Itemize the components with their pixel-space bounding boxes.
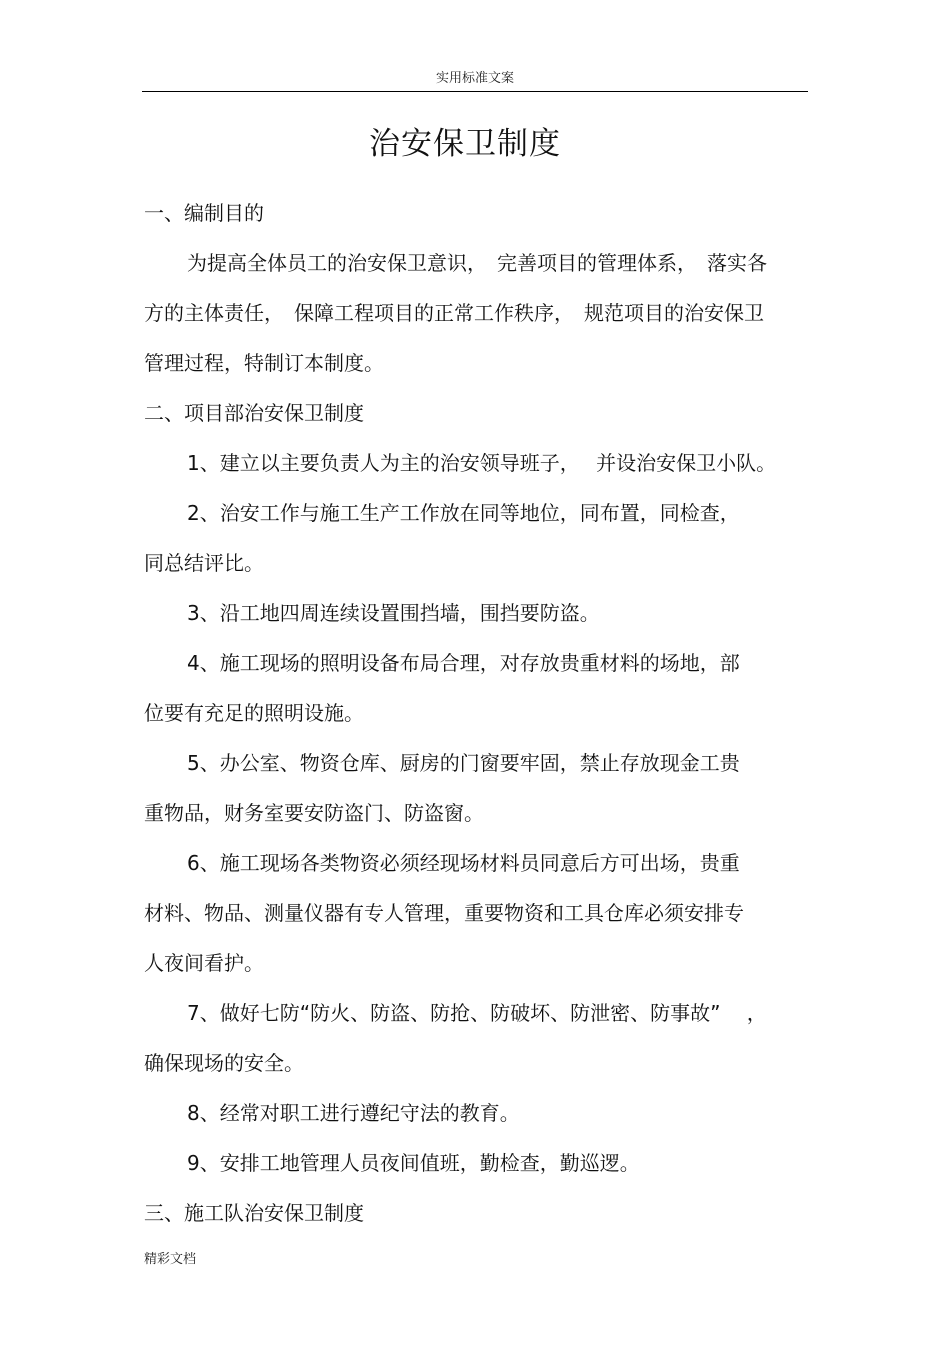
paragraph-line: 为提高全体员工的治安保卫意识， 完善项目的管理体系， 落实各 — [187, 251, 767, 275]
list-item-6-continued: 人夜间看护。 — [144, 951, 264, 975]
list-item-2-continued: 同总结评比。 — [144, 551, 264, 575]
list-item-7: 7、做好七防“防火、防盗、防抢、防破坏、防泄密、防事故” ， — [187, 1001, 767, 1025]
paragraph-line: 管理过程，特制订本制度。 — [144, 351, 384, 375]
list-item-4-continued: 位要有充足的照明设施。 — [144, 701, 364, 725]
section-heading-1: 一、编制目的 — [144, 201, 264, 225]
section-heading-2: 二、项目部治安保卫制度 — [144, 401, 364, 425]
header-divider — [142, 91, 808, 92]
paragraph-line: 方的主体责任， 保障工程项目的正常工作秩序， 规范项目的治安保卫 — [144, 301, 764, 325]
page-footer: 精彩文档 — [144, 1252, 197, 1267]
list-item-5-continued: 重物品，财务室要安防盗门、防盗窗。 — [144, 801, 484, 825]
list-item-8: 8、经常对职工进行遵纪守法的教育。 — [187, 1101, 520, 1125]
list-item-6: 6、施工现场各类物资必须经现场材料员同意后方可出场，贵重 — [187, 851, 740, 875]
document-body — [144, 188, 808, 1238]
list-item-3: 3、沿工地四周连续设置围挡墙，围挡要防盗。 — [187, 601, 600, 625]
list-item-6-continued: 材料、物品、测量仪器有专人管理，重要物资和工具仓库必须安排专 — [144, 901, 744, 925]
list-item-4: 4、施工现场的照明设备布局合理，对存放贵重材料的场地，部 — [187, 651, 740, 675]
list-item-5: 5、办公室、物资仓库、厨房的门窗要牢固，禁止存放现金工贵 — [187, 751, 740, 775]
header-text: 实用标准文案 — [435, 71, 514, 86]
section-heading-3: 三、施工队治安保卫制度 — [144, 1201, 364, 1225]
list-item-7-continued: 确保现场的安全。 — [144, 1051, 304, 1075]
document-title: 治安保卫制度 — [369, 126, 561, 162]
list-item-1: 1、建立以主要负责人为主的治安领导班子， 并设治安保卫小队。 — [187, 451, 777, 475]
list-item-9: 9、安排工地管理人员夜间值班，勤检查，勤巡逻。 — [187, 1151, 640, 1175]
list-item-2: 2、治安工作与施工生产工作放在同等地位，同布置，同检查， — [187, 501, 740, 525]
